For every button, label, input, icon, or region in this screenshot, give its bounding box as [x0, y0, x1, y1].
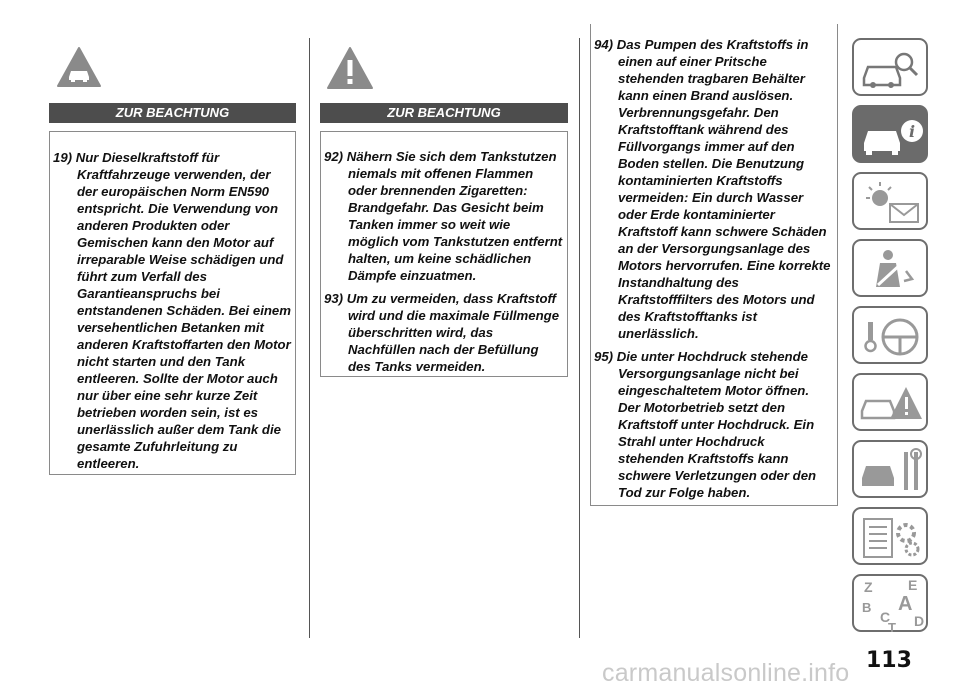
- car-tools-icon: [854, 442, 930, 500]
- page-number: 113: [866, 648, 912, 673]
- watermark: carmanualsonline.info: [602, 659, 850, 687]
- tab-maintenance[interactable]: [852, 440, 928, 498]
- tab-safety[interactable]: [852, 239, 928, 297]
- left-note-box: [49, 131, 296, 475]
- specs-gear-icon: [854, 509, 930, 567]
- index-letter-e: E: [908, 577, 918, 593]
- index-letter-c: C: [880, 609, 891, 625]
- column-divider-2: [579, 38, 580, 638]
- car-search-icon: [854, 40, 930, 98]
- tab-lights-mail[interactable]: [852, 172, 928, 230]
- note-93: 93) Um zu vermeiden, dass Kraftstoff wird und die maximale Füllmenge überschritten wird, das Nachfüllen nach der Befüllung des Tanks vermeiden.: [324, 291, 560, 374]
- seatbelt-icon: [854, 241, 930, 299]
- note-92: 92) Nähern Sie sich dem Tankstutzen niemals mit offenen Flammen oder brennenden Zigaretten: Brandgefahr. Das Gesicht beim Tanken immer so weit wie möglich vom Tankstutzen entfernt halten, um keine schädlichen Dämpfe einzuatmen.: [324, 149, 563, 283]
- tab-index[interactable]: [852, 574, 928, 632]
- middle-note-box: [320, 131, 568, 377]
- car-info-icon: [854, 107, 930, 165]
- steering-wheel-icon: [854, 308, 930, 366]
- car-warning-icon: [854, 375, 930, 433]
- index-letter-b: B: [862, 600, 872, 615]
- right-note-box: [590, 24, 838, 506]
- index-letter-a: A: [898, 593, 913, 615]
- exclamation-warning-icon: [326, 46, 374, 90]
- light-mail-icon: [854, 174, 930, 232]
- tab-car-search[interactable]: [852, 38, 928, 96]
- note-95: 95) Die unter Hochdruck stehende Versorgungsanlage nicht bei eingeschaltetem Motor öffnen. Der Motorbetrieb setzt den Kraftstoff unter Hochdruck. Ein Strahl unter Hochdruck stehenden Kraftstoffs kann schwere Verletzungen oder den Tod zur Folge haben.: [594, 349, 817, 500]
- car-warning-triangle-icon: [56, 46, 102, 88]
- svg-text:i: i: [908, 122, 916, 141]
- alphabet-index-icon: [854, 576, 930, 634]
- tab-dashboard[interactable]: [852, 306, 928, 364]
- tab-technical-data[interactable]: [852, 507, 928, 565]
- left-warning-header: ZUR BEACHTUNG: [49, 103, 296, 123]
- index-letter-d: D: [914, 613, 925, 629]
- tab-emergency[interactable]: [852, 373, 928, 431]
- note-94: 94) Das Pumpen des Kraftstoffs in einen auf einer Pritsche stehenden tragbaren Behälter kann einen Brand auslösen. Verbrennungsgefahr. Den Kraftstofftank während des Füllvorgangs immer auf den Boden stellen. Die Benutzung kontaminierten Kraftstoffs vermeiden: Ein durch Wasser oder Erde kontaminierter Kraftstoff kann schwere Schäden an der Versorgungsanlage des Motors hervorrufen. Eine korrekte Instandhaltung des Kraftstofffilters des Motors und des Kraftstofftanks ist unerlässlich.: [594, 37, 831, 341]
- index-letter-z: Z: [864, 579, 873, 595]
- index-letter-t: T: [888, 620, 896, 634]
- note-19: 19) Nur Dieselkraftstoff für Kraftfahrzeuge verwenden, der der europäischen Norm EN590 entspricht. Die Verwendung von anderen Produkten oder Gemischen kann den Motor auf irreparable Weise schädigen und führt zum Verfall des Garantieanspruchs bei entstandenen Schäden. Bei einem versehentlichen Betanken mit anderen Kraftstoffarten den Motor nicht starten und den Tank entleeren. Sollte der Motor auch nur über eine sehr kurze Zeit betrieben worden sein, ist es unerlässlich außer dem Tank die gesamte Zufuhrleitung zu entleeren.: [53, 150, 291, 471]
- tab-car-info[interactable]: [852, 105, 928, 163]
- middle-warning-header: ZUR BEACHTUNG: [320, 103, 568, 123]
- column-divider-1: [309, 38, 310, 638]
